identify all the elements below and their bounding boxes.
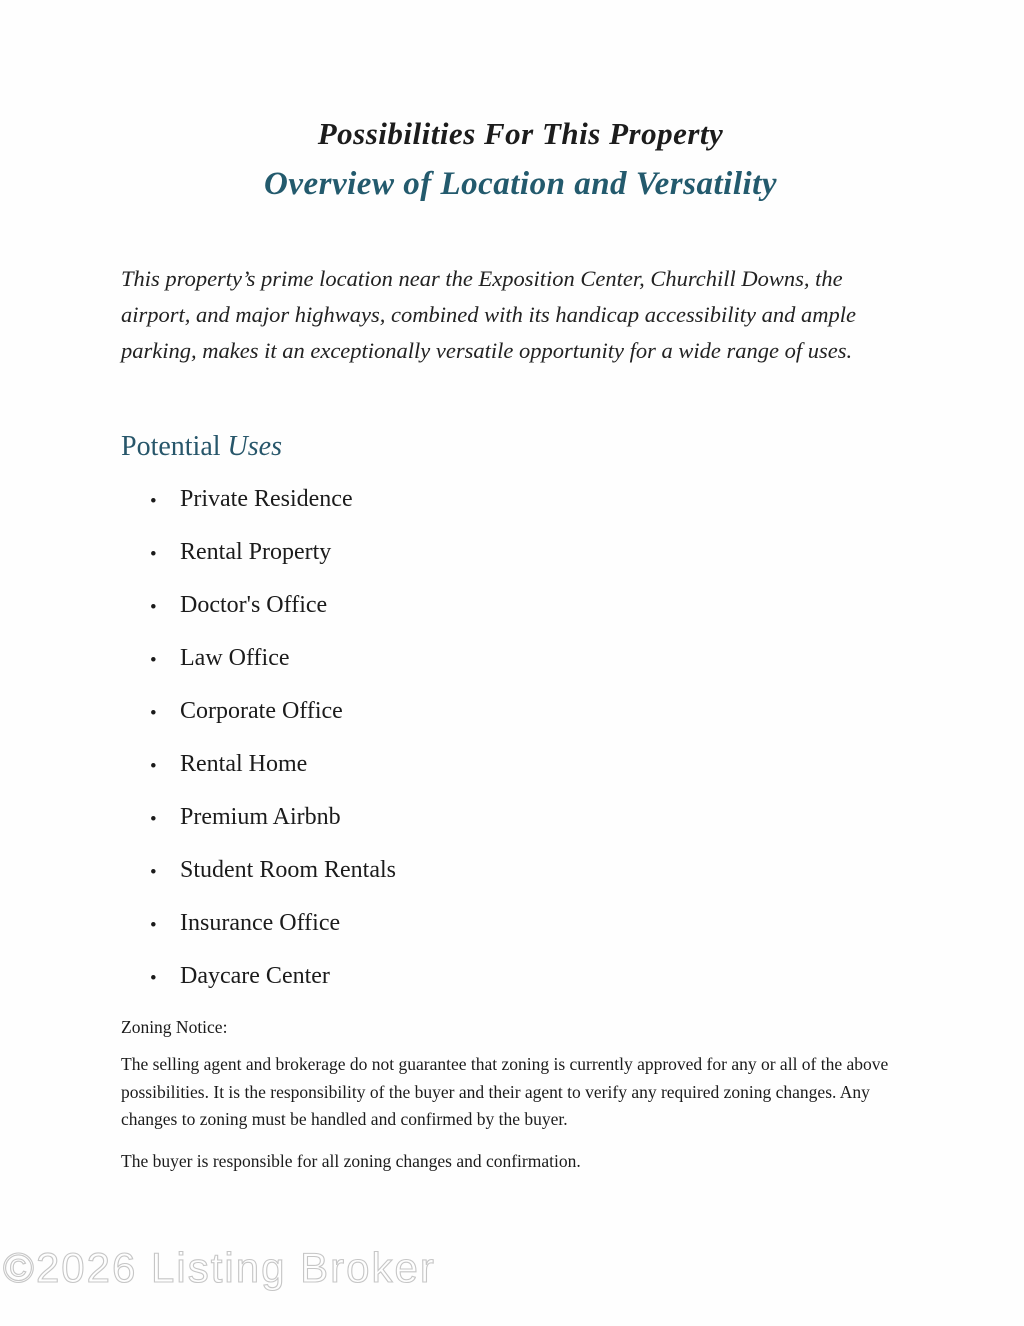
potential-uses-heading [121, 431, 920, 463]
list-item: • Premium Airbnb [121, 805, 920, 829]
list-item: • Rental Home [121, 752, 920, 776]
list-item: • Private Residence [121, 487, 920, 511]
list-item: • Doctor's Office [121, 593, 920, 617]
list-item: • Daycare Center [121, 964, 920, 988]
page-subtitle: Overview of Location and Versatility [264, 166, 777, 202]
list-item: • Insurance Office [121, 911, 920, 935]
list-item: • Corporate Office [121, 699, 920, 723]
zoning-buyer-note: The buyer is responsible for all zoning changes and confirmation. [121, 1151, 581, 1171]
intro-paragraph: This property’s prime location near the Exposition Center, Churchill Downs, the airport, and major highways, combined with its handicap accessibility and ample parking, makes it an exceptionally versatile opportunity for a wide range of uses. [121, 266, 856, 363]
potential-uses-heading-main: Potential [121, 431, 221, 462]
zoning-disclaimer-paragraph: The selling agent and brokerage do not guarantee that zoning is currently approved for any or all of the above possibilities. It is the responsibility of the buyer and their agent to verify any required zoning changes. Any changes to zoning must be handled and confirmed by the buyer. [121, 1054, 889, 1129]
list-item: • Rental Property [121, 540, 920, 564]
list-item: • Law Office [121, 646, 920, 670]
potential-uses-list [121, 487, 920, 988]
list-item: • Student Room Rentals [121, 858, 920, 882]
zoning-notice-label: Zoning Notice: [121, 1017, 228, 1037]
page-title: Possibilities For This Property [317, 116, 724, 151]
potential-uses-heading-accent: Uses [227, 431, 282, 462]
listing-broker-watermark: ©2026 Listing Broker [3, 1244, 436, 1291]
